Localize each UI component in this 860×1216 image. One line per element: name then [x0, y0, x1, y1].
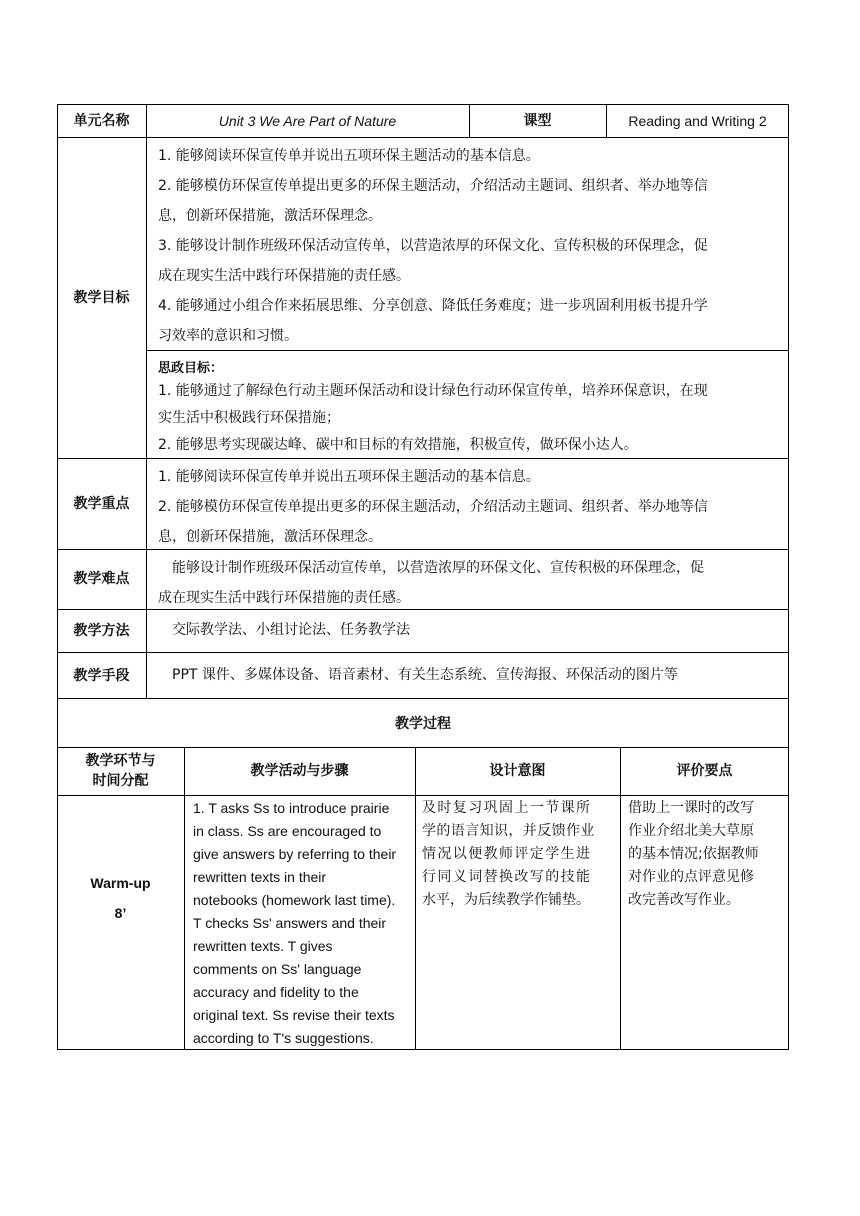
- eval-line: 借助上一课时的改写: [628, 800, 754, 816]
- col-activity-header: 教学活动与步骤: [250, 763, 349, 779]
- col-stage-header-line: 教学环节与: [85, 753, 156, 769]
- methods-value: 交际教学法、小组讨论法、任务教学法: [172, 622, 410, 638]
- intent-line: 情况以便教师评定学生进: [422, 846, 592, 862]
- activity-line: rewritten texts. T gives: [193, 938, 333, 954]
- col-eval-header: 评价要点: [676, 763, 733, 779]
- col-divider: [146, 104, 147, 699]
- objective-line: 3. 能够设计制作班级环保活动宣传单，以营造浓厚的环保文化、宣传积极的环保理念，促: [158, 238, 708, 254]
- eval-line: 改完善改写作业。: [628, 892, 740, 908]
- activity-line: 1. T asks Ss to introduce prairie: [193, 800, 390, 816]
- unit-value: Unit 3 We Are Part of Nature: [218, 113, 397, 129]
- means-label: 教学手段: [73, 668, 130, 684]
- objective-line: 1. 能够阅读环保宣传单并说出五项环保主题活动的基本信息。: [158, 148, 540, 164]
- activity-text: [193, 797, 411, 1050]
- lesson-type-label: 课型: [523, 113, 552, 129]
- row-divider: [57, 652, 789, 653]
- difficulties-text: [158, 553, 784, 613]
- row-divider: [57, 747, 789, 748]
- col-divider: [184, 747, 185, 1050]
- objectives-label: 教学目标: [73, 290, 130, 306]
- objective-line: 成在现实生活中践行环保措施的责任感。: [158, 268, 410, 284]
- activity-line: according to T's suggestions.: [193, 1030, 374, 1046]
- ideology-line: 实生活中积极践行环保措施；: [158, 410, 340, 426]
- lesson-type-value: Reading and Writing 2: [628, 113, 767, 129]
- objective-line: 习效率的意识和习惯。: [158, 328, 298, 344]
- ideology-title: 思政目标：: [158, 361, 224, 376]
- key-point-line: 息，创新环保措施，激活环保理念。: [158, 529, 382, 545]
- activity-line: rewritten texts in their: [193, 869, 327, 885]
- activity-line: in class. Ss are encouraged to: [193, 823, 382, 839]
- stage-name: Warm-up: [90, 875, 151, 891]
- intent-line: 及时复习巩固上一节课所: [422, 800, 592, 816]
- col-stage-header: [57, 751, 184, 791]
- ideology-text: [158, 378, 784, 459]
- row-divider: [57, 137, 789, 138]
- intent-text: [422, 797, 616, 912]
- ideology-line: 1. 能够通过了解绿色行动主题环保活动和设计绿色行动环保宣传单，培养环保意识，在现: [158, 383, 708, 399]
- eval-line: 的基本情况;依据教师: [628, 846, 759, 862]
- key-point-line: 1. 能够阅读环保宣传单并说出五项环保主题活动的基本信息。: [158, 469, 540, 485]
- eval-line: 对作业的点评意见修: [628, 869, 754, 885]
- unit-label: 单元名称: [73, 113, 130, 129]
- activity-line: notebooks (homework last time).: [193, 892, 396, 908]
- intent-line: 行同义词替换改写的技能: [422, 869, 592, 885]
- activity-line: comments on Ss' language: [193, 961, 362, 977]
- activity-line: accuracy and fidelity to the: [193, 984, 359, 1000]
- eval-line: 作业介绍北美大草原: [628, 823, 754, 839]
- key-points-text: [158, 462, 784, 552]
- methods-label: 教学方法: [73, 623, 130, 639]
- objective-line: 4. 能够通过小组合作来拓展思维、分享创意、降低任务难度；进一步巩固利用板书提升学: [158, 298, 708, 314]
- intent-line: 水平，为后续教学作铺垫。: [422, 892, 590, 908]
- difficulty-line: 成在现实生活中践行环保措施的责任感。: [158, 590, 410, 606]
- col-divider: [415, 747, 416, 1050]
- col-intent-header: 设计意图: [489, 763, 546, 779]
- objective-line: 2. 能够模仿环保宣传单提出更多的环保主题活动，介绍活动主题词、组织者、举办地等信: [158, 178, 708, 194]
- difficulties-label: 教学难点: [73, 571, 130, 587]
- eval-text: [628, 797, 786, 912]
- col-divider: [620, 747, 621, 1050]
- ideology-line: 2. 能够思考实现碳达峰、碳中和目标的有效措施，积极宣传，做环保小达人。: [158, 437, 638, 453]
- intent-line: 学的语言知识，并反馈作业: [422, 823, 595, 839]
- stage-time: 8’: [114, 905, 127, 921]
- activity-line: give answers by referring to their: [193, 846, 397, 862]
- means-value: PPT 课件、多媒体设备、语音素材、有关生态系统、宣传海报、环保活动的图片等: [172, 667, 678, 683]
- objectives-text: [158, 141, 784, 351]
- activity-line: T checks Ss' answers and their: [193, 915, 387, 931]
- col-stage-header-line: 时间分配: [92, 773, 149, 789]
- objective-line: 息，创新环保措施，激活环保理念。: [158, 208, 382, 224]
- key-points-label: 教学重点: [73, 496, 130, 512]
- row-divider: [57, 795, 789, 796]
- difficulty-line: 能够设计制作班级环保活动宣传单，以营造浓厚的环保文化、宣传积极的环保理念，促: [172, 560, 704, 576]
- activity-line: original text. Ss revise their texts: [193, 1007, 395, 1023]
- key-point-line: 2. 能够模仿环保宣传单提出更多的环保主题活动，介绍活动主题词、组织者、举办地等信: [158, 499, 708, 515]
- process-title: 教学过程: [395, 716, 451, 732]
